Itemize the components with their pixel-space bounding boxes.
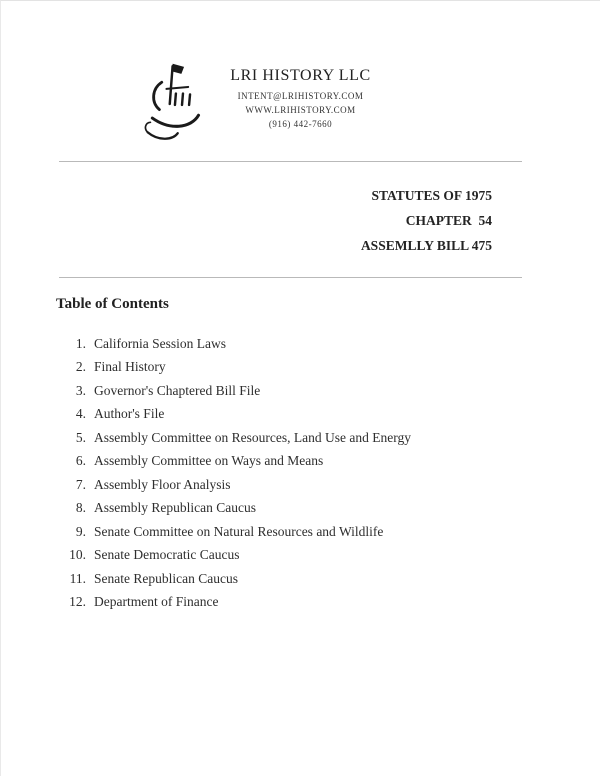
- toc-item: [1, 595, 600, 609]
- toc-item-label: Assembly Floor Analysis: [94, 476, 231, 492]
- statutes-line: STATUTES OF 1975: [371, 188, 492, 203]
- toc-item: [1, 572, 600, 586]
- toc-item-label: Final History: [94, 359, 166, 375]
- toc-item-number: 4.: [75, 406, 86, 422]
- ink-quill-logo-icon: [141, 59, 207, 147]
- toc-item: [1, 501, 600, 515]
- toc-item-number: 6.: [75, 453, 86, 469]
- contact-block: [1, 90, 600, 132]
- toc-item-number: 5.: [75, 429, 86, 445]
- toc-item-label: Senate Republican Caucus: [94, 570, 238, 586]
- chapter-line: CHAPTER 54: [405, 212, 492, 228]
- toc-item-label: Senate Democratic Caucus: [94, 547, 240, 563]
- toc-item-label: Department of Finance: [94, 594, 219, 610]
- toc-title: Table of Contents: [56, 295, 169, 312]
- toc-item-label: Assembly Committee on Resources, Land Use and Energy: [94, 429, 411, 445]
- toc-item-number: 2.: [75, 359, 86, 375]
- contact-website: WWW.LRIHISTORY.COM: [245, 104, 356, 115]
- toc-item-number: 1.: [75, 335, 86, 351]
- toc-item-number: 10.: [69, 547, 86, 563]
- letterhead: [1, 1, 600, 161]
- bill-line: ASSEMLLY BILL 475: [360, 237, 492, 253]
- toc-item-number: 8.: [75, 500, 86, 516]
- toc-item: [1, 478, 600, 492]
- toc-item: [1, 548, 600, 562]
- bill-reference-block: [1, 162, 600, 259]
- toc-item: [1, 337, 600, 351]
- divider-middle: [59, 277, 522, 278]
- toc-list: [1, 337, 600, 609]
- toc-item: [1, 407, 600, 421]
- toc-item: [1, 360, 600, 374]
- toc-item-number: 9.: [75, 523, 86, 539]
- toc-item-number: 7.: [75, 476, 86, 492]
- contact-phone: (916) 442-7660: [268, 118, 333, 129]
- toc-item: [1, 431, 600, 445]
- toc-item: [1, 454, 600, 468]
- toc-item-number: 3.: [75, 382, 86, 398]
- toc-item-label: Author's File: [94, 406, 165, 422]
- toc-item-number: 12.: [69, 594, 86, 610]
- company-name: LRI HISTORY LLC: [230, 67, 371, 84]
- toc-item-label: Governor's Chaptered Bill File: [94, 382, 261, 398]
- toc-item: [1, 525, 600, 539]
- toc-item: [1, 384, 600, 398]
- contact-email: INTENT@LRIHISTORY.COM: [237, 91, 364, 101]
- toc-item-label: Senate Committee on Natural Resources and Wildlife: [94, 523, 384, 539]
- toc-item-number: 11.: [69, 570, 86, 586]
- toc-item-label: California Session Laws: [94, 335, 226, 351]
- toc-item-label: Assembly Republican Caucus: [94, 500, 256, 516]
- toc-item-label: Assembly Committee on Ways and Means: [94, 453, 324, 469]
